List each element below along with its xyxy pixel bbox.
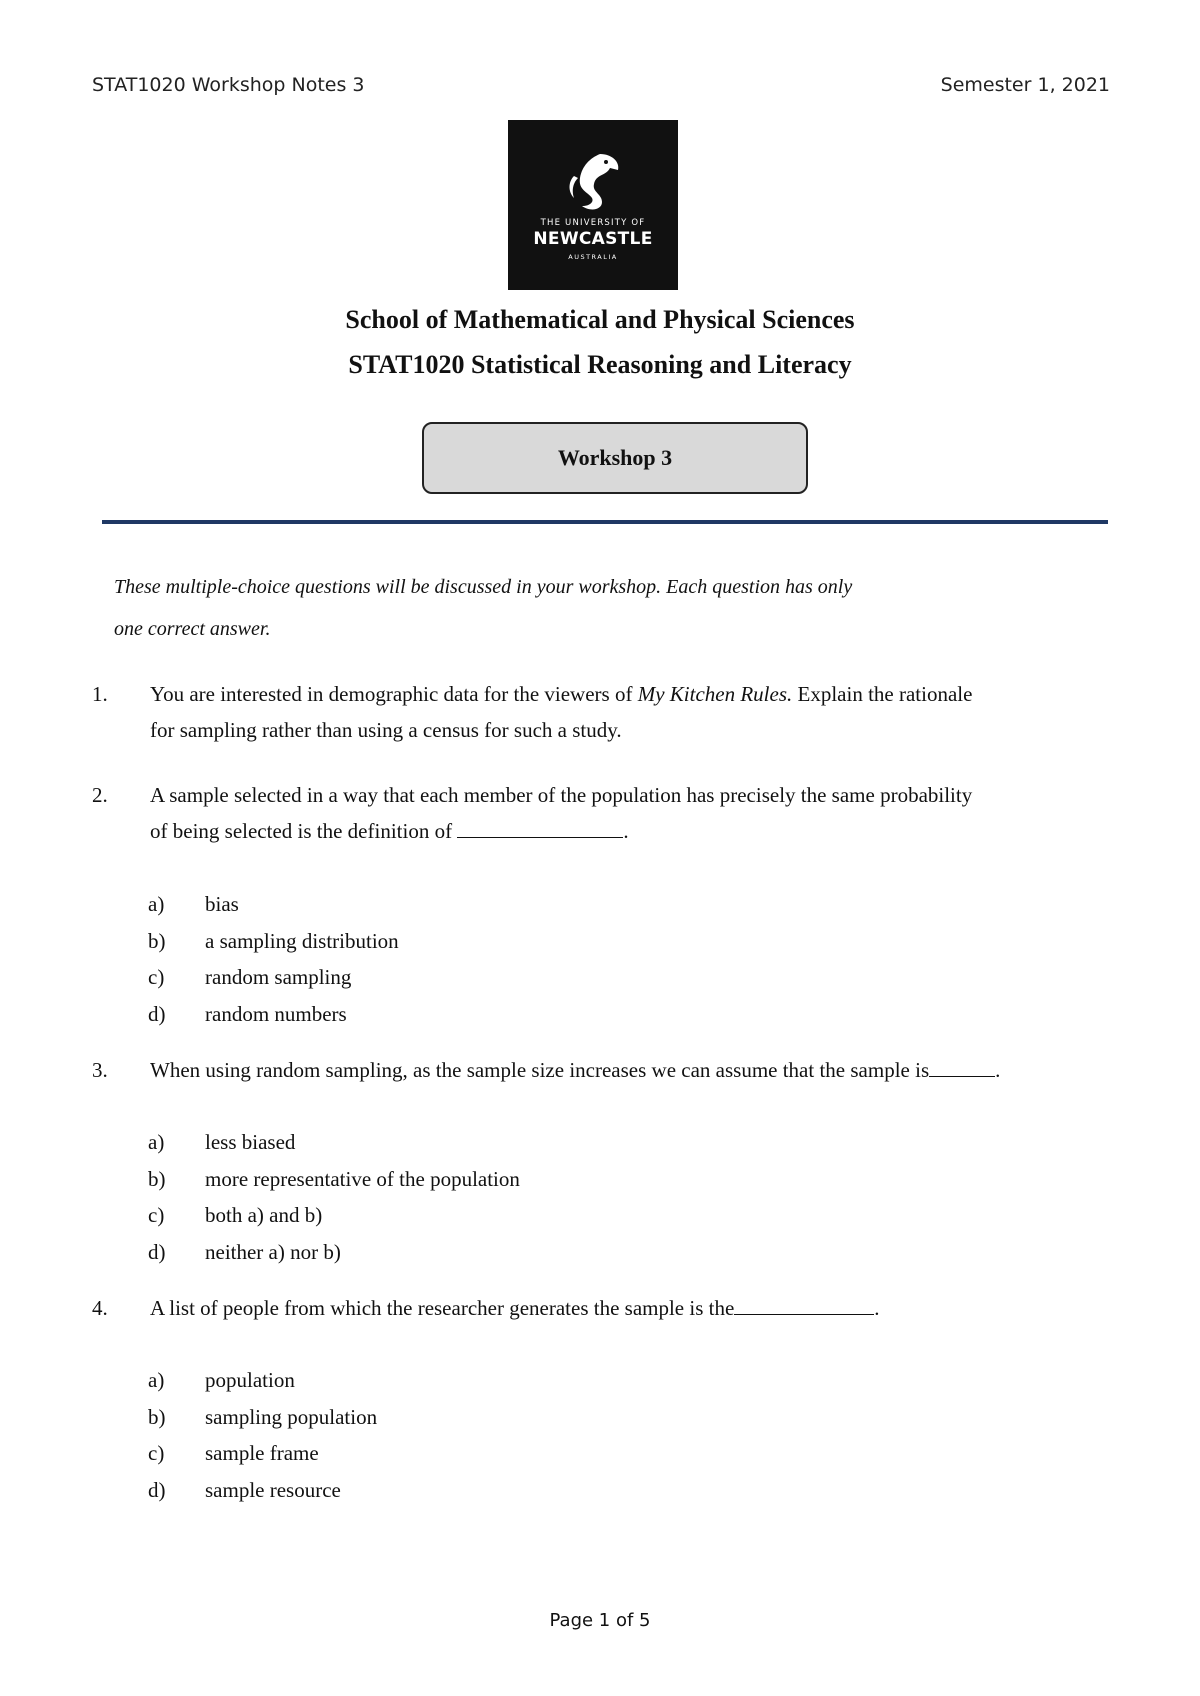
option-text: random numbers — [205, 1001, 347, 1026]
intro-instructions — [114, 566, 1114, 650]
option-text: sample frame — [205, 1441, 319, 1465]
option-text: population — [205, 1368, 295, 1392]
question-text: A sample selected in a way that each member of the population has precisely the same probability — [150, 783, 973, 807]
question-end: . — [874, 1296, 880, 1320]
question-text: When using random sampling, as the sample size increases we can assume that the sample is — [150, 1058, 930, 1082]
option-text: both a) and b) — [205, 1203, 323, 1227]
option-label: b) — [148, 928, 166, 953]
question-text: Explain the rationale — [792, 682, 973, 706]
logo-line-newcastle: NEWCASTLE — [533, 229, 653, 249]
question-number: 3. — [92, 1058, 108, 1082]
answer-blank[interactable] — [457, 817, 623, 838]
university-logo — [508, 120, 678, 290]
question-4 — [92, 1290, 1132, 1326]
option-text: sampling population — [205, 1404, 378, 1429]
option-text: sample resource — [205, 1477, 341, 1502]
seahorse-logo-icon — [560, 148, 626, 214]
option-text: neither a) nor b) — [205, 1239, 341, 1264]
question-number: 4. — [92, 1296, 108, 1320]
option-label: b) — [148, 1166, 166, 1191]
question-text: You are interested in demographic data for the viewers of — [150, 682, 638, 706]
logo-line-australia: AUSTRALIA — [568, 253, 618, 261]
option-text: less biased — [205, 1130, 296, 1154]
option-text: more representative of the population — [205, 1166, 520, 1191]
workshop-label: Workshop 3 — [557, 445, 673, 470]
option-label: c) — [148, 1203, 165, 1227]
option-label: b) — [148, 1404, 166, 1429]
option-label: a) — [148, 892, 165, 916]
school-title: School of Mathematical and Physical Sciences — [345, 305, 855, 334]
question-text: for sampling rather than using a census for such a study. — [150, 718, 622, 742]
option-label: a) — [148, 1130, 165, 1154]
question-text: A list of people from which the researcher generates the sample is the — [150, 1296, 735, 1320]
option-label: c) — [148, 1441, 165, 1465]
option-label: d) — [148, 1477, 166, 1502]
divider-rule — [102, 520, 1108, 524]
question-end: . — [623, 819, 629, 843]
header-semester: Semester 1, 2021 — [940, 74, 1110, 96]
page-number: Page 1 of 5 — [549, 1610, 651, 1631]
question-text: of being selected is the definition of — [150, 819, 453, 843]
answer-blank[interactable] — [929, 1056, 995, 1077]
question-number: 2. — [92, 783, 108, 807]
question-number: 1. — [92, 682, 108, 706]
answer-blank[interactable] — [734, 1294, 874, 1315]
question-3 — [92, 1052, 1132, 1088]
option-text: bias — [205, 892, 239, 916]
question-end: . — [995, 1058, 1001, 1082]
option-text: random sampling — [205, 965, 352, 989]
option-text: a sampling distribution — [205, 928, 399, 953]
question-1 — [92, 676, 1132, 748]
logo-line-university-of: THE UNIVERSITY OF — [540, 218, 646, 228]
intro-line-1: These multiple-choice questions will be discussed in your workshop. Each question has only — [114, 576, 853, 598]
option-label: c) — [148, 965, 165, 989]
option-label: a) — [148, 1368, 165, 1392]
show-title: My Kitchen Rules. — [637, 682, 793, 706]
option-label: d) — [148, 1239, 166, 1264]
intro-line-2: one correct answer. — [114, 618, 271, 640]
header-course-notes: STAT1020 Workshop Notes 3 — [92, 74, 365, 96]
question-2 — [92, 777, 1132, 849]
course-title: STAT1020 Statistical Reasoning and Literacy — [348, 350, 852, 379]
workshop-label-box — [422, 422, 808, 494]
option-label: d) — [148, 1001, 166, 1026]
